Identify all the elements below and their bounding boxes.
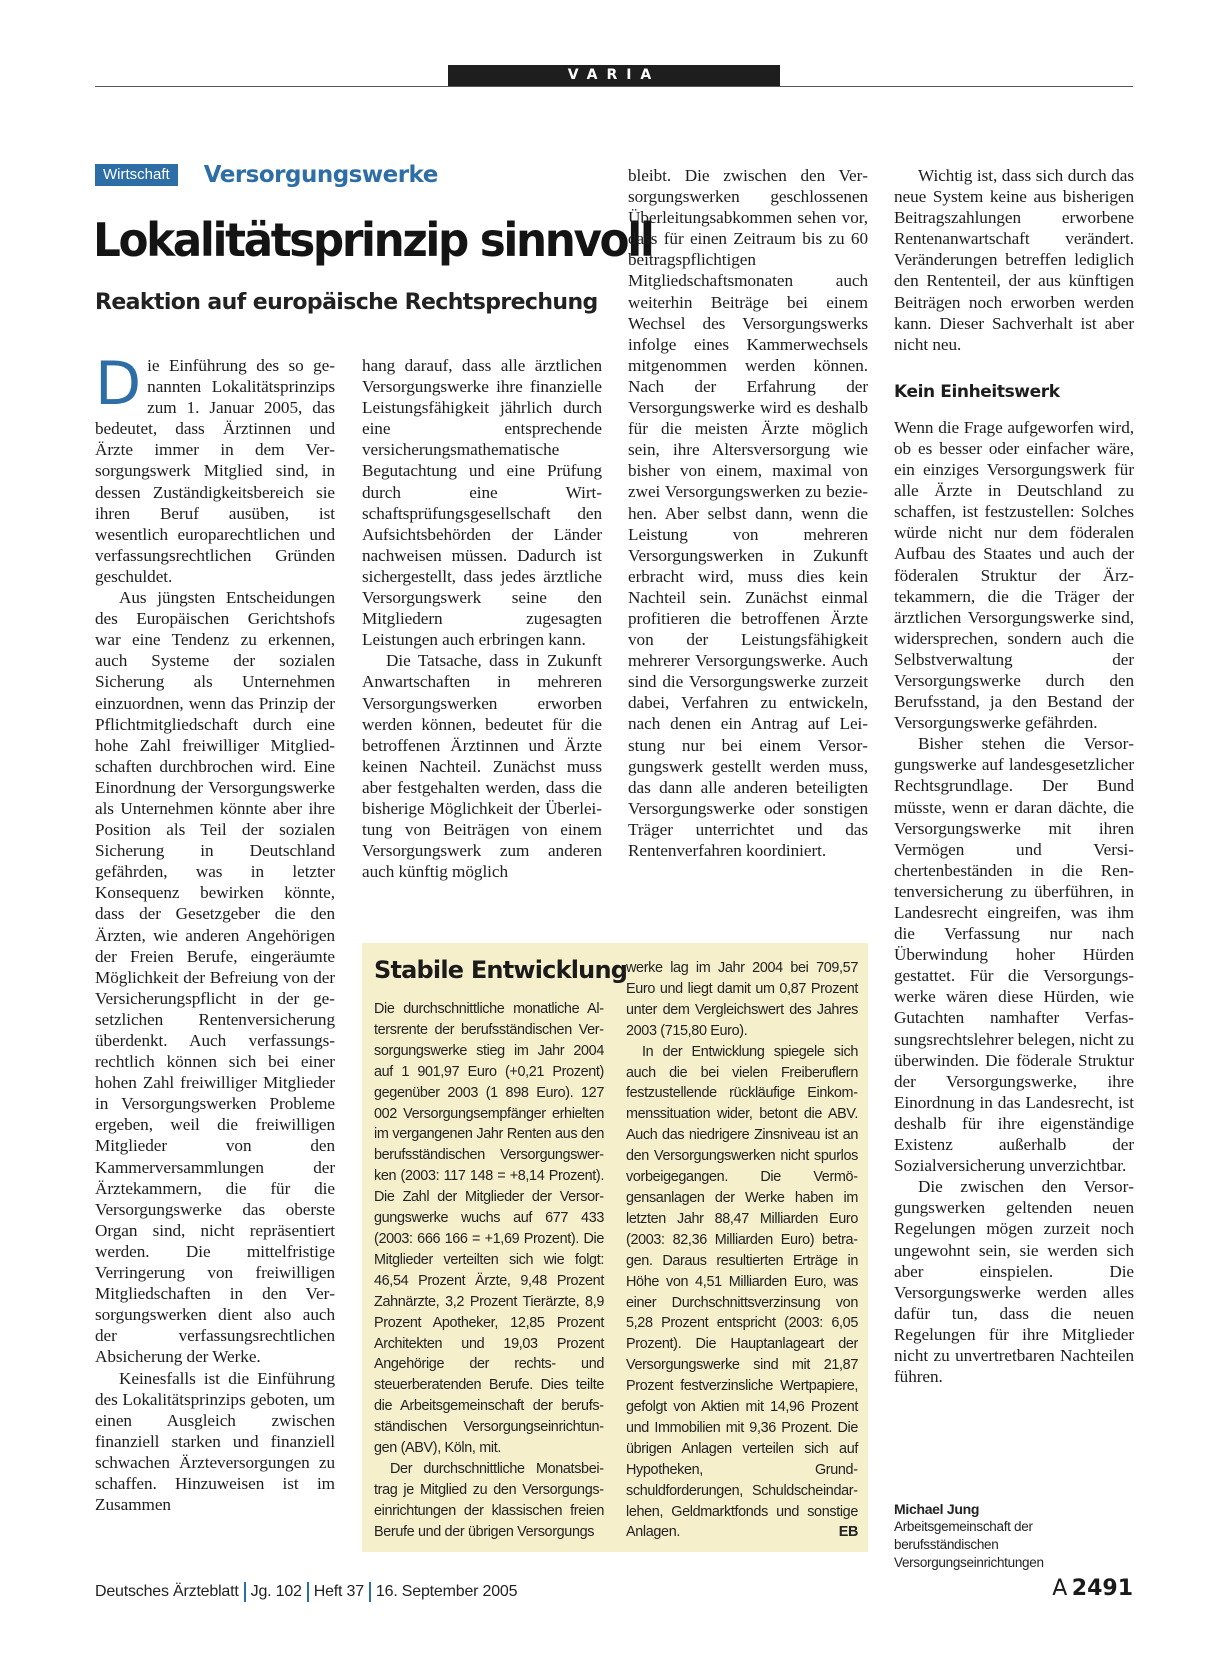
journal-name: Deutsches Ärzteblatt xyxy=(95,1583,239,1601)
section-subheading: Kein Einheitswerk xyxy=(894,381,1060,402)
author-affiliation: Arbeitsgemeinschaft der berufsständischen Versorgungseinrichtungen xyxy=(894,1519,1044,1570)
author-name: Michael Jung xyxy=(894,1501,980,1517)
issue: Heft 37 xyxy=(313,1583,364,1601)
info-box xyxy=(362,943,868,1552)
category-tag: Wirtschaft xyxy=(95,164,178,186)
info-box-title: Stabile Entwicklung xyxy=(374,956,628,984)
section-label: VARIA xyxy=(448,65,780,86)
paragraph: Keinesfalls ist die Einführung des Lokalitätsprinzips geboten, um einen Ausgleich zwischen finanziell starken und finanziell schwachen Ärzteversorgungen zu schaffen. Hinzuweisen ist im Zusammen xyxy=(95,1368,335,1515)
paragraph: Die Einführung des so genannten Lokalitätsprinzips zum 1. Januar 2005, das bedeutet, dass Ärztinnen und Ärzte immer in dem Versorgungswerk Mitglied sind, in dessen Zuständigkeitsbereich sie ihren Beruf ausüben, ist wesentlich europarechtlichen und verfassungsrechtlichen Gründen geschuldet. xyxy=(95,349,335,586)
separator xyxy=(369,1582,371,1602)
article-column-3 xyxy=(628,165,868,861)
paragraph: In der Entwicklung spiegele sich auch die bei vielen Freiberuflern festzustellende rückläufige Einkommenssituation wider, betont die ABV. Auch das niedrigere Zinsniveau ist an den Versorgungswerken nicht spurlos vorbeigegangen. Die Vermögensanlagen der Werke haben im letzten Jahr 88,47 Milliarden Euro (2003: 82,36 Milliarden Euro) betragen. Daraus resultierten Erträge in Höhe von 4,51 Milliarden Euro, was einer Durchschnittsverzinsung von 5,28 Prozent entspricht (2003: 6,05 Prozent). Die Hauptanlageart der Versorgungswerke sind mit 21,87 Prozent festverzinsliche Wertpapiere, gefolgt von Aktien mit 14,96 Prozent und Immobilien mit 9,36 Prozent. Die übrigen Anlagen verteilen sich auf Hypotheken, Grundschuldforderungen, Schuldscheindarlehen, Geldmarktfonds und sonstige Anlagen. EB xyxy=(626,1042,858,1544)
article-column-4 xyxy=(894,165,1134,1387)
article-column-2 xyxy=(362,355,602,882)
kicker xyxy=(95,162,438,192)
info-box-signature: EB xyxy=(838,1524,858,1541)
paragraph: Wenn die Frage aufgeworfen wird, ob es besser oder einfacher wäre, ein einziges Versorgungswerk für alle Ärzte in Deutschland zu schaffen, ist festzustellen: Solches würde nicht nur dem föderalen Aufbau des Staates und auch der föderalen Struktur der Ärztekammern, die die Träger der ärztlichen Versorgungswerke sind, widersprechen, sondern auch die Selbstverwaltung der Versorgungswerke durch den Berufsstand, ja den Bestand der Versorgungswerke gefährden. xyxy=(894,417,1134,733)
kicker-title: Versorgungswerke xyxy=(203,162,438,188)
paragraph: Die Tatsache, dass in Zukunft Anwartschaften in mehreren Versorgungswerken erworben werden können, bedeutet für die betroffenen Ärztinnen und Ärzte keinen Nachteil. Zunächst muss aber festgehalten werden, dass die bisherige Möglichkeit der Überleitung von Beiträgen von einem Versorgungswerk zum anderen auch künftig möglich xyxy=(362,651,602,882)
separator xyxy=(307,1582,309,1602)
footer-citation xyxy=(95,1582,517,1602)
volume: Jg. 102 xyxy=(250,1583,302,1601)
paragraph: Bisher stehen die Versorgungswerke auf landesgesetzlicher Rechtsgrundlage. Der Bund müsste, wenn er daran dächte, die Versorgungswerke mit ihren Vermögen und Versichertenbeständen in die Rentenversicherung zu überführen, in Landesrecht eingreifen, was ihm die Verfassung nur nach Überwindung hoher Hürden gestattet. Für die Versorgungswerke wären diese Hürden, wie Gutachten namhafter Verfassungsrechtslehrer belegen, nicht zu überwinden. Die föderale Struktur der Versorgungswerke, ihre Einordnung in das Landesrecht, ist deshalb für ihre eigenständige Existenz außerhalb der Sozialversicherung unverzichtbar. xyxy=(894,734,1134,1176)
paragraph: hang darauf, dass alle ärztlichen Versorgungswerke ihre finanzielle Leistungsfähigkeit jährlich durch eine entsprechende versicherungsmathematische Begutachtung und eine Prüfung durch eine Wirtschaftsprüfungsgesellschaft den Aufsichtsbehörden der Länder nachweisen müssen. Dadurch ist sichergestellt, dass jedes ärztliche Versorgungswerk seine den Mitgliedern zugesagten Leistungen auch erbringen kann. xyxy=(362,356,602,650)
page-number: A 2491 xyxy=(1052,1576,1133,1601)
paragraph: Wichtig ist, dass sich durch das neue System keine aus bisherigen Beitragszahlungen erworbene Rentenanwartschaft verändert. Veränderungen betreffen lediglich den Rententeil, der aus künftigen Beiträgen noch erworben werden kann. Dieser Sachverhalt ist aber nicht neu. xyxy=(894,166,1134,354)
paragraph: bleibt. Die zwischen den Versorgungswerken geschlossenen Überleitungsabkommen sehen vor, dass für einen Zeitraum bis zu 60 beitragspflichtigen Mitgliedschaftsmonaten auch weiterhin Beiträge bei einem Wechsel des Versorgungswerks infolge eines Kammerwechsels mitgenommen werden können. Nach der Erfahrung der Versorgungswerke wird es deshalb für die meisten Ärzte möglich sein, ihre Altersversorgung wie bisher von einem, maximal von zwei Versorgungswerken zu beziehen. Aber selbst dann, wenn die Leistung von mehreren Versorgungswerken in Zukunft erbracht wird, muss dies kein Nachteil sein. Zunächst einmal profitieren die betroffenen Ärzte von der Leistungsfähigkeit mehrerer Versorgungswerke. Auch sind die Versorgungswerke zurzeit dabei, Verfahren zu entwickeln, nach denen ein Antrag auf Leistung nur bei einem Versorgungswerk gestellt werden muss, das dann alle anderen beteiligten Versorgungswerke oder sonstigen Träger unterrichtet und das Rentenverfahren koordiniert. xyxy=(628,166,868,860)
paragraph: werke lag im Jahr 2004 bei 709,57 Euro und liegt damit um 0,87 Prozent unter dem Vergleichswert des Jahres 2003 (715,80 Euro). xyxy=(626,960,858,1039)
paragraph: Die durchschnittliche monatliche Altersrente der berufsständischen Versorgungswerke stieg im Jahr 2004 auf 1 901,97 Euro (+0,21 Prozent) gegenüber 2003 (1 898 Euro). 127 002 Versorgungsempfänger erhielten im vergangenen Jahr Renten aus den berufsständischen Versorgungswerken (2003: 117 148 = +8,14 Prozent). Die Zahl der Mitglieder der Versorgungswerke wuchs auf 677 433 (2003: 666 166 = +1,69 Prozent). Die Mitglieder verteilten sich wie folgt: 46,54 Prozent Ärzte, 9,48 Prozent Zahnärzte, 3,2 Prozent Tierärzte, 8,9 Prozent Apotheker, 12,85 Prozent Architekten und 19,03 Prozent Angehörige der rechts- und steuerberatenden Berufe. Dies teilte die Arbeitsgemeinschaft der berufsständischen Versorgungseinrichtungen (ABV), Köln, mit. xyxy=(374,1001,604,1457)
issue-date: 16. September 2005 xyxy=(375,1583,518,1601)
headline: Lokalitätsprinzip sinnvoll xyxy=(93,213,653,267)
header-rule xyxy=(95,86,1133,87)
drop-cap: D xyxy=(95,349,142,419)
paragraph: Aus jüngsten Entscheidungen des Europäischen Gerichtshofs war eine Tendenz zu erkennen, auch Systeme der sozialen Sicherung als Unternehmen einzuordnen, wenn das Prinzip der Pflichtmitgliedschaft durch eine hohe Zahl freiwilliger Mitgliedschaften durchbrochen wird. Eine Einordnung der Versorgungswerke als Unternehmen könnte aber ihre Position als Teil der sozialen Sicherung in Deutschland gefährden, was in letzter Konsequenz bewirken könnte, dass der Gesetzgeber die den Ärzten, wie anderen Angehörigen der Freien Berufe, eingeräumte Möglichkeit der Befreiung von der Versicherungspflicht in der gesetzlichen Rentenversicherung überdenkt. Auch verfassungsrechtlich können sich bei einer hohen Zahl freiwilliger Mitglieder in Versorgungswerken Probleme ergeben, weil die freiwilligen Mitglieder von den Kammerversammlungen der Ärztekammern, die für die Versorgungswerke das oberste Organ sind, nicht repräsentiert werden. Die mittelfristige Verringerung von freiwilligen Mitgliedschaften in den Versorgungswerken dient also auch der verfassungsrechtlichen Absicherung der Werke. xyxy=(95,588,335,1367)
article-column-1 xyxy=(95,349,335,1515)
info-box-column-1 xyxy=(374,999,604,1543)
paragraph: Die zwischen den Versorgungswerken geltenden neuen Regelungen mögen zurzeit noch ungewohnt sein, sie werden sich aber einspielen. Die Versorgungswerke werden alles dafür tun, dass die neuen Regelungen für ihre Mitglieder nicht zu unvertretbaren Nachteilen führen. xyxy=(894,1177,1134,1387)
paragraph: Der durchschnittliche Monatsbeitrag je Mitglied zu den Versorgungseinrichtungen der klassischen freien Berufe und der übrigen Versorgungs xyxy=(374,1460,604,1540)
author-block xyxy=(894,1500,1139,1572)
subheadline: Reaktion auf europäische Rechtsprechung xyxy=(95,290,598,315)
info-box-column-2 xyxy=(626,958,858,1543)
separator xyxy=(244,1582,246,1602)
